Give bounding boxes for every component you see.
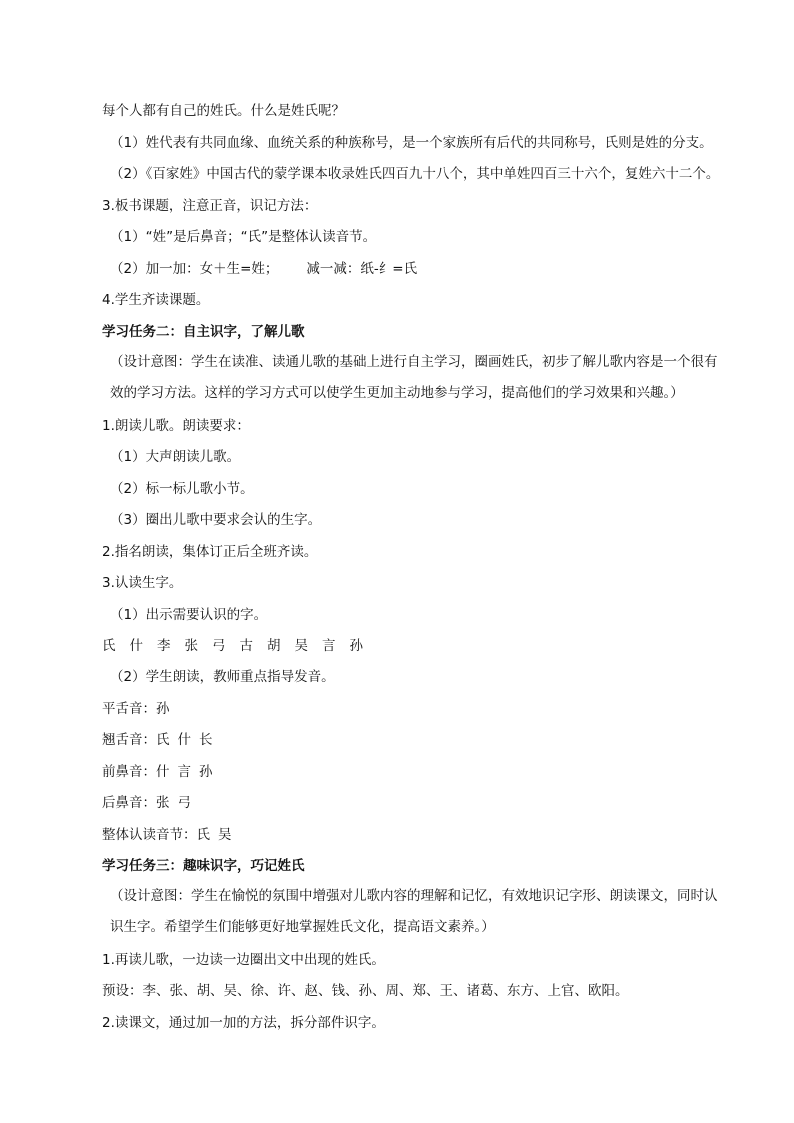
qianbi-word: 言 bbox=[177, 764, 191, 780]
houbi-label: 后鼻音： bbox=[102, 795, 156, 811]
reading-req-2: （2）标一标儿歌小节。 bbox=[110, 481, 254, 497]
qianbi-label: 前鼻音： bbox=[102, 764, 156, 780]
qiaoshe-word: 什 bbox=[177, 732, 191, 748]
baijiaxing-note: （2）《百家姓》中国古代的蒙学课本收录姓氏四百九十八个，其中单姓四百三十六个，复姓六十二个。 bbox=[110, 166, 720, 182]
step-4-title: 4.学生齐读课题。 bbox=[102, 292, 210, 308]
read-aloud-guidance: （2）学生朗读，教师重点指导发音。 bbox=[110, 669, 335, 685]
task-2-design-intent-text: （设计意图：学生在读准、读通儿歌的基础上进行自主学习，圈画姓氏，初步了解儿歌内容是一个很有效的学习方法。这样的学习方式可以使学生更加主动地参与学习，提高他们的学习效果和兴趣。） bbox=[110, 354, 718, 401]
reading-step-3: 3.认读生字。 bbox=[102, 575, 183, 591]
houbi-word: 张 bbox=[156, 795, 170, 811]
pingshe-word: 孙 bbox=[156, 701, 170, 717]
task-3-step-2: 2.读课文，通过加一加的方法，拆分部件识字。 bbox=[102, 1015, 385, 1031]
zhengti-word: 吴 bbox=[218, 827, 232, 843]
qiaoshe-row bbox=[102, 730, 722, 750]
task-3-design-intent bbox=[110, 881, 722, 943]
qianbi-row bbox=[102, 762, 722, 782]
reading-step-1: 1.朗读儿歌。朗读要求： bbox=[102, 418, 250, 434]
char-item: 弓 bbox=[212, 638, 226, 654]
intro-question: 每个人都有自己的姓氏。什么是姓氏呢？ bbox=[102, 103, 345, 119]
qianbi-word: 孙 bbox=[199, 764, 213, 780]
char-item: 张 bbox=[184, 638, 198, 654]
char-item: 孙 bbox=[349, 638, 363, 654]
qiaoshe-word: 长 bbox=[199, 732, 213, 748]
surname-definition: （1）姓代表有共同血缘、血统关系的种族称号，是一个家族所有后代的共同称号，氏则是姓的分支。 bbox=[110, 135, 713, 151]
pronunciation-note: （1）“姓”是后鼻音；“氏”是整体认读音节。 bbox=[110, 229, 377, 245]
task-3-step-1: 1.再读儿歌，一边读一边圈出文中出现的姓氏。 bbox=[102, 952, 385, 968]
houbi-word: 弓 bbox=[177, 795, 191, 811]
reading-req-1: （1）大声朗读儿歌。 bbox=[110, 449, 241, 465]
task-2-design-intent bbox=[110, 347, 722, 409]
reading-req-3: （3）圈出儿歌中要求会认的生字。 bbox=[110, 512, 322, 528]
pingshe-row bbox=[102, 699, 722, 719]
task-3-heading: 学习任务三：趣味识字，巧记姓氏 bbox=[102, 858, 305, 874]
reading-step-2: 2.指名朗读，集体订正后全班齐读。 bbox=[102, 544, 318, 560]
task-2-heading: 学习任务二：自主识字，了解儿歌 bbox=[102, 324, 305, 340]
qiaoshe-label: 翘舌音： bbox=[102, 732, 156, 748]
char-item: 胡 bbox=[267, 638, 281, 654]
step-3-title: 3.板书课题，注意正音，识记方法： bbox=[102, 198, 318, 214]
qiaoshe-word: 氏 bbox=[156, 732, 170, 748]
zhengti-row bbox=[102, 825, 722, 845]
char-item: 李 bbox=[157, 638, 171, 654]
new-characters-row bbox=[102, 636, 722, 656]
qianbi-word: 什 bbox=[156, 764, 170, 780]
char-item: 古 bbox=[239, 638, 253, 654]
zhengti-label: 整体认读音节： bbox=[102, 827, 197, 843]
memory-method bbox=[110, 259, 730, 279]
pingshe-label: 平舌音： bbox=[102, 701, 156, 717]
show-characters: （1）出示需要认识的字。 bbox=[110, 607, 268, 623]
char-item: 言 bbox=[322, 638, 336, 654]
char-item: 氏 bbox=[102, 638, 116, 654]
surname-preset-list: 预设：李、张、胡、吴、徐、许、赵、钱、孙、周、郑、王、诸葛、东方、上官、欧阳。 bbox=[102, 983, 629, 999]
char-item: 什 bbox=[129, 638, 143, 654]
subtract-method: 减一减：纸-纟=氏 bbox=[306, 261, 418, 277]
add-method: （2）加一加：女＋生=姓； bbox=[110, 261, 279, 277]
houbi-row bbox=[102, 793, 722, 813]
zhengti-word: 氏 bbox=[196, 827, 210, 843]
char-item: 吴 bbox=[294, 638, 308, 654]
task-3-design-intent-text: （设计意图：学生在愉悦的氛围中增强对儿歌内容的理解和记忆，有效地识记字形、朗读课文，同时认识生字。希望学生们能够更好地掌握姓氏文化，提高语文素养。） bbox=[110, 888, 718, 935]
